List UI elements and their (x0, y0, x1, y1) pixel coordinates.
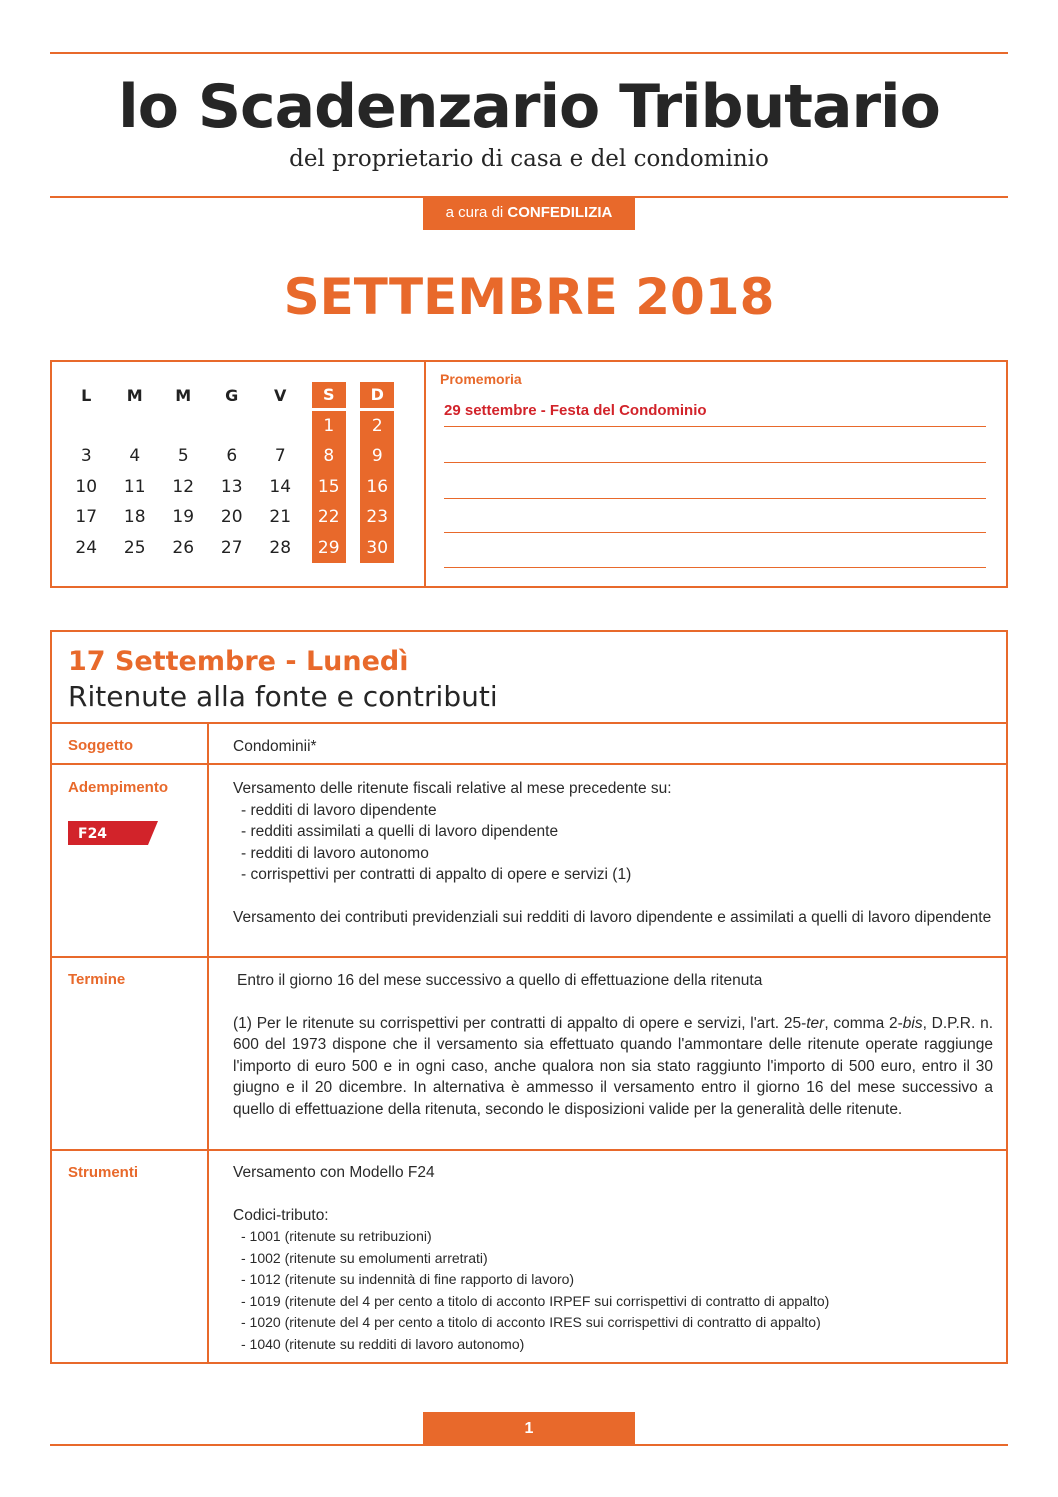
calendar-weekend-cell (353, 472, 402, 503)
weekday-header-sunday: D (360, 382, 394, 408)
calendar-day: 4 (129, 446, 141, 467)
calendar-day: 14 (269, 476, 292, 497)
memo-line (444, 426, 986, 427)
calendar-day: 26 (172, 537, 195, 558)
weekday-header-saturday: S (312, 382, 346, 408)
soggetto-value (233, 736, 993, 758)
calendar-week-row (62, 411, 402, 442)
termine-note-part: , D.P.R. n. 600 del 1973 dispone che il versamento sia effettuato quando l'ammontare delle ritenute operate raggiunge l'importo di euro 500 e in ogni caso, anche qualora non sia stato raggiunto l'importo di 500 euro, entro il 30 giugno e il 20 dicembre. In alternativa è ammesso il versamento entro il giorno 16 del mese successivo a quello di effettuazione della ritenuta, secondo le disposizioni valide per la generalità delle ritenute. (233, 1014, 993, 1118)
calendar-day (208, 411, 257, 442)
calendar-weekend-cell (353, 441, 402, 472)
calendar-day: 12 (172, 476, 195, 497)
publication-subtitle: del proprietario di casa e del condominio (289, 146, 769, 172)
codice-item: - 1002 (ritenute su emolumenti arretrati) (241, 1249, 488, 1266)
calendar-weekend-cell (305, 472, 354, 503)
row-divider (52, 956, 1006, 958)
adempimento-item: - redditi di lavoro autonomo (241, 844, 429, 862)
codici-label: Codici-tributo: (233, 1206, 329, 1224)
soggetto-text: Condominii* (233, 738, 317, 755)
adempimento-item: - redditi di lavoro dipendente (241, 801, 437, 819)
weekend-header (305, 380, 354, 411)
adempimento-item: - corrispettivi per contratti di appalto di opere e servizi (1) (241, 866, 632, 883)
codice-item: - 1001 (ritenute su retribuzioni) (241, 1228, 432, 1244)
calendar-day: 20 (220, 507, 243, 528)
strumenti-value: Versamento con Modello F24 (233, 1164, 435, 1181)
termine-value: Entro il giorno 16 del mese successivo a quello di effettuazione della ritenuta (237, 972, 763, 989)
calendar-day (256, 411, 305, 442)
calendar-day: 18 (123, 507, 146, 528)
row-divider (52, 763, 1006, 765)
termine-note (233, 1013, 993, 1121)
deadline-title: Ritenute alla fonte e contributi (68, 680, 498, 713)
calendar-day: 24 (75, 537, 98, 558)
calendar-week-row (62, 502, 402, 533)
calendar-body (62, 411, 402, 564)
calendar-day: 7 (274, 446, 286, 467)
adempimento-item: - redditi assimilati a quelli di lavoro dipendente (241, 823, 559, 840)
calendar-day-weekend: 15 (312, 472, 346, 503)
codice-item: - 1012 (ritenute su indennità di fine rapporto di lavoro) (241, 1271, 575, 1287)
calendar-weekend-cell (305, 533, 354, 564)
curator-prefix: a cura di (445, 204, 504, 221)
weekday-header: M (126, 385, 143, 405)
codice-item: - 1019 (ritenute del 4 per cento a titolo di acconto IRPEF sui corrispettivi di contratto di appalto) (241, 1292, 830, 1309)
memo-entry: 29 settembre - Festa del Condominio (444, 402, 707, 419)
f24-badge-text: F24 (78, 826, 108, 842)
calendar-day-weekend: 9 (360, 441, 394, 472)
termine-label: Termine (68, 971, 126, 988)
calendar-day-weekend: 1 (312, 411, 346, 442)
strumenti-label: Strumenti (68, 1164, 139, 1181)
termine-note-part: (1) Per le ritenute su corrispettivi per contratti di appalto di opere e servizi, l'art. 25- (233, 1014, 807, 1032)
calendar-weekend-cell (353, 533, 402, 564)
calendar-weekend-cell (305, 502, 354, 533)
codice-item: - 1020 (ritenute del 4 per cento a titolo di acconto IRES sui corrispettivi di contratto di appalto) (241, 1314, 821, 1330)
calendar-weekend-cell (305, 441, 354, 472)
calendar-weekend-cell (353, 411, 402, 442)
calendar-weekend-cell (353, 502, 402, 533)
adempimento-contributi: Versamento dei contributi previdenziali sui redditi di lavoro dipendente e assimilati a quelli di lavoro dipendente (233, 908, 992, 926)
memo-line (444, 532, 986, 533)
calendar-day: 3 (80, 446, 92, 467)
weekday-row (62, 380, 402, 411)
page-number: 1 (423, 1412, 635, 1446)
memo-line (444, 462, 986, 463)
f24-badge-icon (68, 821, 158, 845)
adempimento-label: Adempimento (68, 779, 169, 796)
calendar-week-row (62, 441, 402, 472)
calendar-day-weekend: 29 (312, 533, 346, 564)
codice-item: - 1040 (ritenute su redditi di lavoro autonomo) (241, 1335, 525, 1352)
row-divider (52, 722, 1006, 724)
top-rule (50, 52, 1008, 54)
calendar-day: 6 (226, 446, 238, 467)
soggetto-label: Soggetto (68, 737, 133, 754)
adempimento-intro: Versamento delle ritenute fiscali relative al mese precedente su: (233, 780, 672, 797)
curator-badge (423, 197, 635, 230)
calendar-day: 21 (269, 507, 292, 528)
memo-line (444, 567, 986, 568)
row-divider (52, 1149, 1006, 1151)
calendar-day-weekend: 2 (360, 411, 394, 442)
weekday-header: V (274, 385, 287, 405)
calendar-day-weekend: 8 (312, 441, 346, 472)
calendar-day (111, 411, 160, 442)
calendar-day: 27 (220, 537, 243, 558)
calendar-week-row (62, 533, 402, 564)
calendar-day: 28 (269, 537, 292, 558)
calendar-day-weekend: 16 (360, 472, 394, 503)
termine-note-bis: bis (902, 1014, 923, 1032)
weekday-header: M (175, 385, 192, 405)
weekday-header: G (225, 385, 239, 405)
calendar-grid (62, 380, 402, 563)
termine-content (233, 970, 993, 1120)
calendar-day-weekend: 22 (312, 502, 346, 533)
calendar-day: 19 (172, 507, 195, 528)
calendar-day-weekend: 30 (360, 533, 394, 564)
strumenti-content (233, 1162, 993, 1355)
deadline-date: 17 Settembre - Lunedì (68, 646, 409, 677)
publication-title: lo Scadenzario Tributario (118, 72, 940, 142)
calendar-weekend-cell (305, 411, 354, 442)
weekday-header: L (81, 385, 92, 405)
calendar-day: 5 (177, 446, 189, 467)
adempimento-content (233, 778, 993, 928)
memo-line (444, 498, 986, 499)
calendar-day: 13 (220, 476, 243, 497)
termine-note-part: , comma 2- (824, 1014, 903, 1032)
calendar-day-weekend: 23 (360, 502, 394, 533)
calendar-day (62, 411, 111, 442)
weekend-header (353, 380, 402, 411)
calendar-day: 11 (123, 476, 146, 497)
termine-note-ter: ter (806, 1014, 825, 1032)
curator-name: CONFEDILIZIA (507, 204, 613, 221)
memo-label: Promemoria (440, 371, 522, 387)
month-title: SETTEMBRE 2018 (283, 268, 775, 326)
calendar-day: 25 (123, 537, 146, 558)
column-divider (207, 722, 209, 1362)
calendar-divider (424, 362, 426, 586)
calendar-week-row (62, 472, 402, 503)
calendar-day: 17 (75, 507, 98, 528)
deadline-box (50, 630, 1008, 1364)
calendar-box (50, 360, 1008, 588)
calendar-day: 10 (75, 476, 98, 497)
calendar-day (159, 411, 208, 442)
